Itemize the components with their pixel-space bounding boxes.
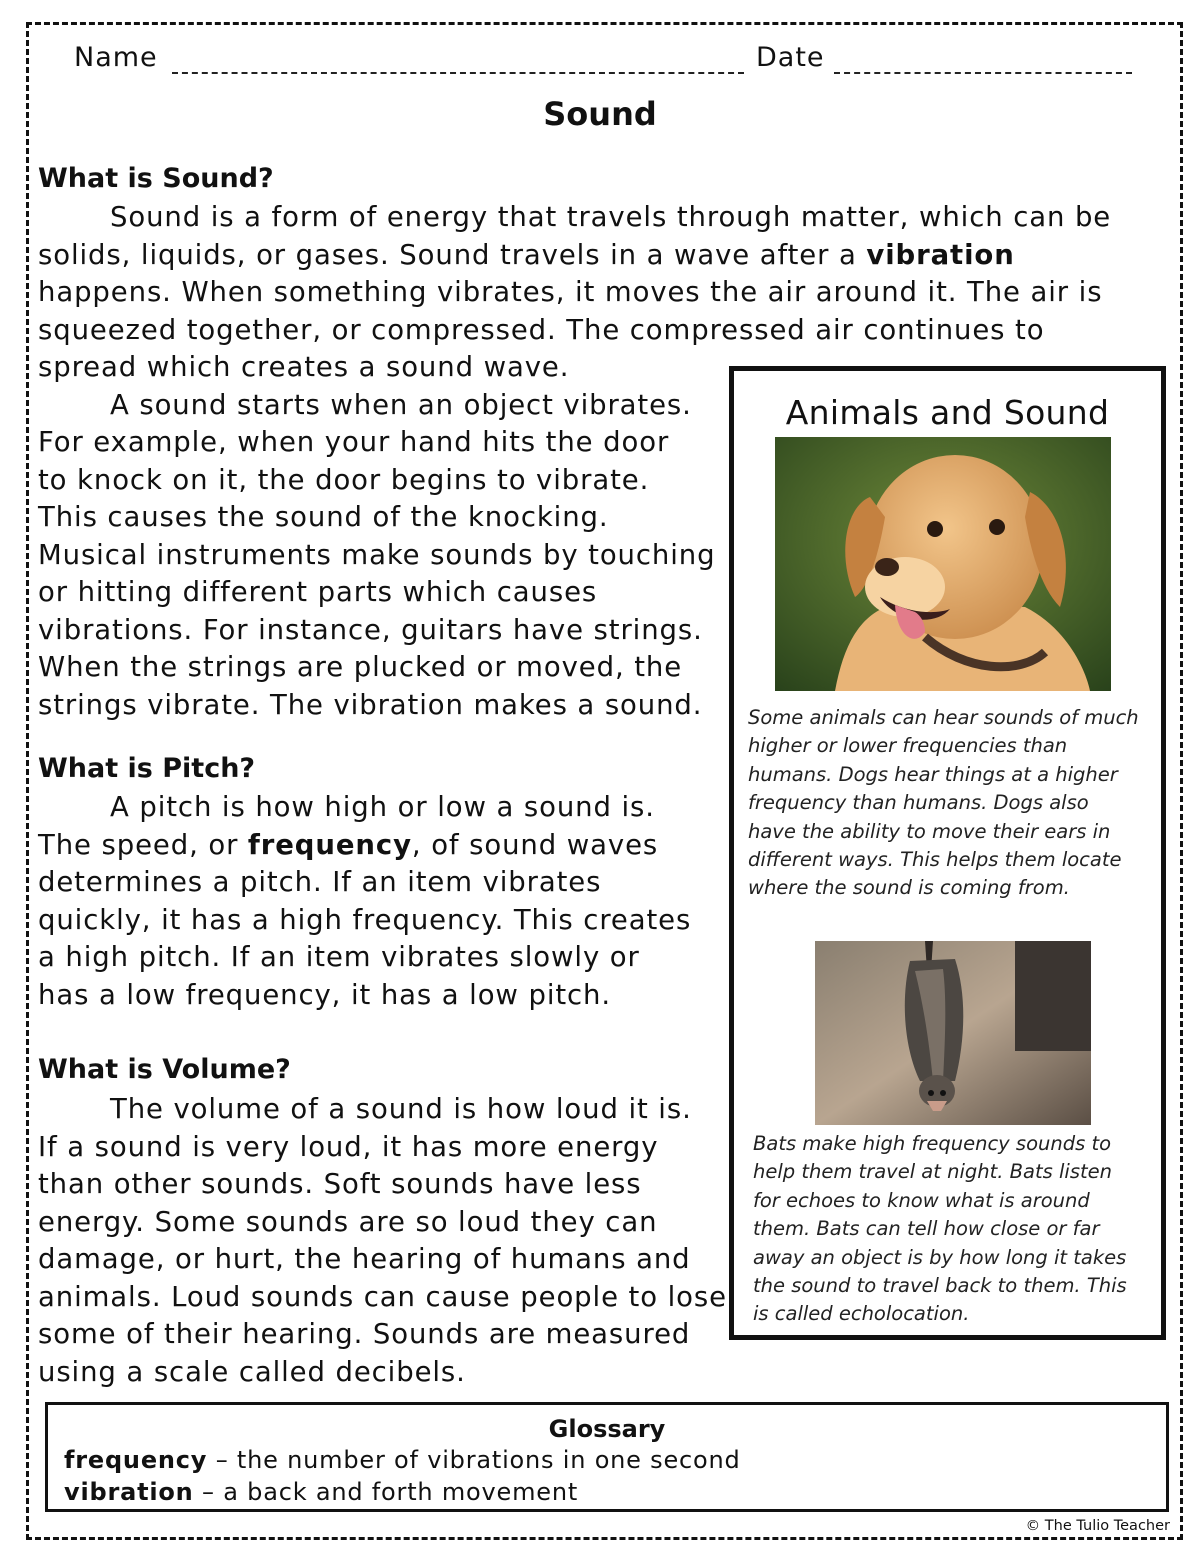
glossary-box <box>45 1402 1169 1512</box>
text-line: using a scale called decibels. <box>38 1355 466 1388</box>
heading-what-is-volume: What is Volume? <box>38 1054 291 1085</box>
text-line: some of their hearing. Sounds are measured <box>38 1318 691 1350</box>
glossary-entry-frequency <box>64 1446 741 1474</box>
text-line: If a sound is very loud, it has more energy <box>38 1130 659 1163</box>
bat-photo <box>815 941 1091 1125</box>
text-line: damage, or hurt, the hearing of humans and <box>38 1243 691 1275</box>
text-line: strings vibrate. The vibration makes a sound. <box>38 688 703 721</box>
text-line: spread which creates a sound wave. <box>38 351 570 383</box>
text-line: or hitting different parts which causes <box>38 576 598 608</box>
text-line: quickly, it has a high frequency. This creates <box>38 903 692 936</box>
text-line: This causes the sound of the knocking. <box>38 501 609 533</box>
page-title: Sound <box>543 95 657 133</box>
date-label: Date <box>756 42 825 73</box>
text-line: A sound starts when an object vibrates. <box>110 388 692 421</box>
dog-caption: Some animals can hear sounds of much higher or lower frequencies than humans. Dogs hear things at a higher frequency than humans. Dogs also have the ability to move their ears in different ways. This helps them locate where the sound is coming from. <box>748 706 1139 900</box>
glossary-definition: – a back and forth movement <box>193 1478 579 1506</box>
glossary-title: Glossary <box>548 1415 666 1443</box>
name-label: Name <box>74 42 158 73</box>
bold-term: frequency <box>247 828 412 861</box>
text-line: to knock on it, the door begins to vibrate. <box>38 463 650 496</box>
text-line: A pitch is how high or low a sound is. <box>110 791 655 823</box>
dog-photo <box>775 437 1111 691</box>
name-blank-line[interactable] <box>172 72 744 74</box>
glossary-term: frequency <box>64 1446 208 1474</box>
text-line: The volume of a sound is how loud it is. <box>110 1093 692 1125</box>
text-line: has a low frequency, it has a low pitch. <box>38 978 612 1011</box>
bold-term: vibration <box>866 238 1015 271</box>
heading-what-is-pitch: What is Pitch? <box>38 753 256 784</box>
text-line: than other sounds. Soft sounds have less <box>38 1168 642 1200</box>
glossary-term: vibration <box>64 1478 194 1506</box>
paragraph-what-is-volume <box>38 1091 727 1391</box>
sidebar-title: Animals and Sound <box>785 393 1110 432</box>
text-line: a high pitch. If an item vibrates slowly or <box>38 941 640 973</box>
paragraph-what-is-pitch <box>38 789 691 1014</box>
date-blank-line[interactable] <box>834 72 1132 74</box>
text-line: happens. When something vibrates, it moves the air around it. The air is <box>38 276 1103 308</box>
text-line: determines a pitch. If an item vibrates <box>38 866 602 898</box>
text-line: Musical instruments make sounds by touching <box>38 538 716 571</box>
glossary-definition: – the number of vibrations in one second <box>207 1446 741 1474</box>
animals-and-sound-box <box>729 366 1166 1340</box>
text-line: solids, liquids, or gases. Sound travels in a wave after a vibration <box>38 238 1015 271</box>
text-line: squeezed together, or compressed. The compressed air continues to <box>38 313 1045 346</box>
glossary-entry-vibration <box>64 1478 578 1506</box>
bat-caption: Bats make high frequency sounds to help them travel at night. Bats listen for echoes to know what is around them. Bats can tell how close or far away an object is by how long it takes the sound to travel back to them. This is called echolocation. <box>753 1132 1127 1326</box>
copyright-text: © The Tulio Teacher <box>1025 1518 1170 1534</box>
heading-what-is-sound: What is Sound? <box>38 163 274 194</box>
text-line: energy. Some sounds are so loud they can <box>38 1205 658 1238</box>
text-line: vibrations. For instance, guitars have strings. <box>38 613 703 646</box>
text-line: When the strings are plucked or moved, the <box>38 651 683 683</box>
text-line: For example, when your hand hits the door <box>38 426 670 458</box>
text-line: Sound is a form of energy that travels through matter, which can be <box>110 201 1112 233</box>
name-date-row <box>74 42 1134 78</box>
text-line: The speed, or frequency, of sound waves <box>38 828 659 861</box>
text-line: animals. Loud sounds can cause people to lose <box>38 1280 727 1313</box>
